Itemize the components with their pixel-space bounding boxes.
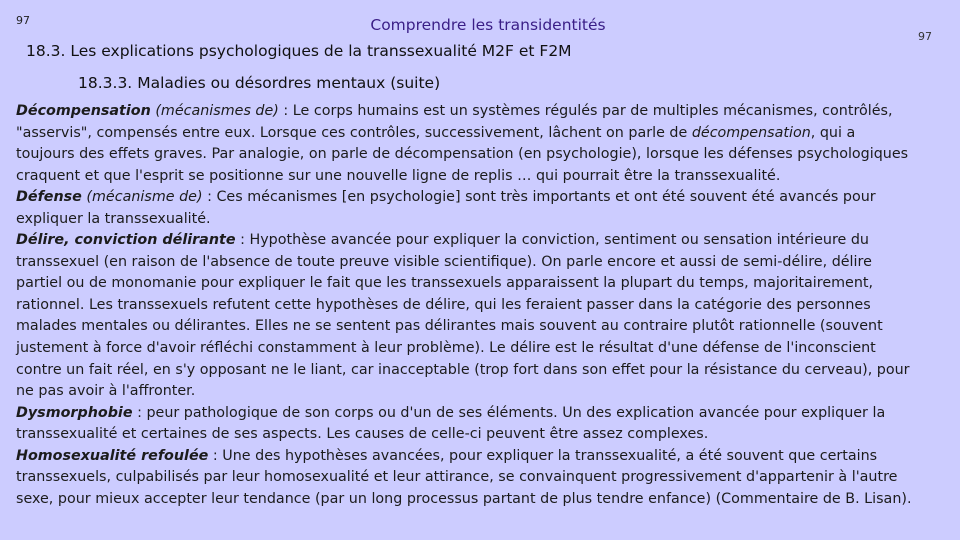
body-text-run: : Une des hypothèses avancées, pour expliquer la transsexualité, a été souvent que certains xyxy=(208,447,878,464)
body-text-run: partiel ou de monomanie pour expliquer le fait que les transsexuels apparaissent la plupart du temps, majoritairement, xyxy=(16,275,874,292)
body-line xyxy=(16,123,936,145)
glossary-term: Homosexualité refoulée xyxy=(16,447,209,464)
page-number-left: 97 xyxy=(16,14,30,27)
emphasis-text: décompensation xyxy=(691,124,811,141)
body-text-run: expliquer la transsexualité. xyxy=(16,210,211,227)
body-line xyxy=(16,424,936,446)
body-line xyxy=(16,338,936,360)
body-line xyxy=(16,230,936,252)
body-line xyxy=(16,144,936,166)
body-line xyxy=(16,489,936,511)
body-line xyxy=(16,252,936,274)
body-text-run: transsexuels, culpabilisés par leur homosexualité et leur attirance, se convainquent progressivement d'appartenir à l'autre xyxy=(16,469,898,486)
subsection-number: 18.3.3. xyxy=(78,74,133,92)
body-text-run: ne pas avoir à l'affronter. xyxy=(16,383,196,400)
subsection-title: Maladies ou désordres mentaux (suite) xyxy=(137,74,441,92)
body-line xyxy=(16,446,936,468)
body-text-run: malades mentales ou délirantes. Elles ne se sentent pas délirantes mais souvent au contraire plutôt rationnelle (souvent xyxy=(16,318,883,335)
body-line xyxy=(16,360,936,382)
body-line xyxy=(16,166,936,188)
body-line xyxy=(16,403,936,425)
body-line xyxy=(16,381,936,403)
body-text-run: : Ces mécanismes [en psychologie] sont très importants et ont été souvent été avancés pour xyxy=(202,189,876,206)
page-title: Comprendre les transidentités xyxy=(370,16,606,34)
body-line xyxy=(16,101,936,123)
body-text-run: justement à force d'avoir réfléchi constamment à leur problème). Le délire est le résultat d'une défense de l'inconscient xyxy=(16,340,876,357)
body-line xyxy=(16,187,936,209)
body-text-run: rationnel. Les transsexuels refutent cette hypothèses de délire, qui les feraient passer dans la catégorie des personnes xyxy=(16,296,871,313)
body-text-run: toujours des effets graves. Par analogie, on parle de décompensation (en psychologie), lorsque les défenses psychologiques xyxy=(16,146,909,163)
body-text-run: transsexuel (en raison de l'absence de toute preuve visible scientifique). On parle encore et aussi de semi-délire, délire xyxy=(16,253,872,270)
page-number-right: 97 xyxy=(918,30,932,43)
term-qualifier: (mécanismes de) xyxy=(155,103,279,119)
body-line xyxy=(16,273,936,295)
glossary-term: Décompensation xyxy=(16,103,151,119)
term-qualifier: (mécanisme de) xyxy=(86,189,203,206)
body-line xyxy=(16,209,936,231)
body-text-run: sexe, pour mieux accepter leur tendance (par un long processus partant de plus tendre enfance) (Commentaire de B. Lisan). xyxy=(16,490,912,507)
section-heading: 18.3. Les explications psychologiques de la transsexualité M2F et F2M xyxy=(26,42,572,60)
glossary-term: Délire, conviction délirante xyxy=(16,232,236,249)
body-line xyxy=(16,295,936,317)
body-line xyxy=(16,316,936,338)
body-text-run: transsexualité et certaines de ses aspects. Les causes de celle-ci peuvent être assez complexes. xyxy=(16,426,709,443)
body-text-run: : Hypothèse avancée pour expliquer la conviction, sentiment ou sensation intérieure du xyxy=(235,232,869,249)
body-line xyxy=(16,467,936,489)
subsection-heading xyxy=(78,74,440,92)
glossary-term: Défense xyxy=(16,189,82,206)
body-text-run: craquent et que l'esprit se positionne sur une nouvelle ligne de replis … qui pourrait être la transsexualité. xyxy=(16,167,781,184)
body-text-run: contre un fait réel, en s'y opposant ne le liant, car inacceptable (trop fort dans son effet pour la résistance du cerveau), pour xyxy=(16,361,910,378)
body-text-run: "asservis", compensés entre eux. Lorsque ces contrôles, successivement, lâchent on parle de xyxy=(16,124,692,141)
body-text xyxy=(16,101,936,510)
body-text-run: : peur pathologique de son corps ou d'un de ses éléments. Un des explication avancée pour expliquer la xyxy=(132,404,886,421)
body-text-run: , qui a xyxy=(810,124,856,141)
glossary-term: Dysmorphobie xyxy=(16,404,133,421)
body-text-run: : Le corps humains est un systèmes régulés par de multiples mécanismes, contrôlés, xyxy=(278,103,893,119)
